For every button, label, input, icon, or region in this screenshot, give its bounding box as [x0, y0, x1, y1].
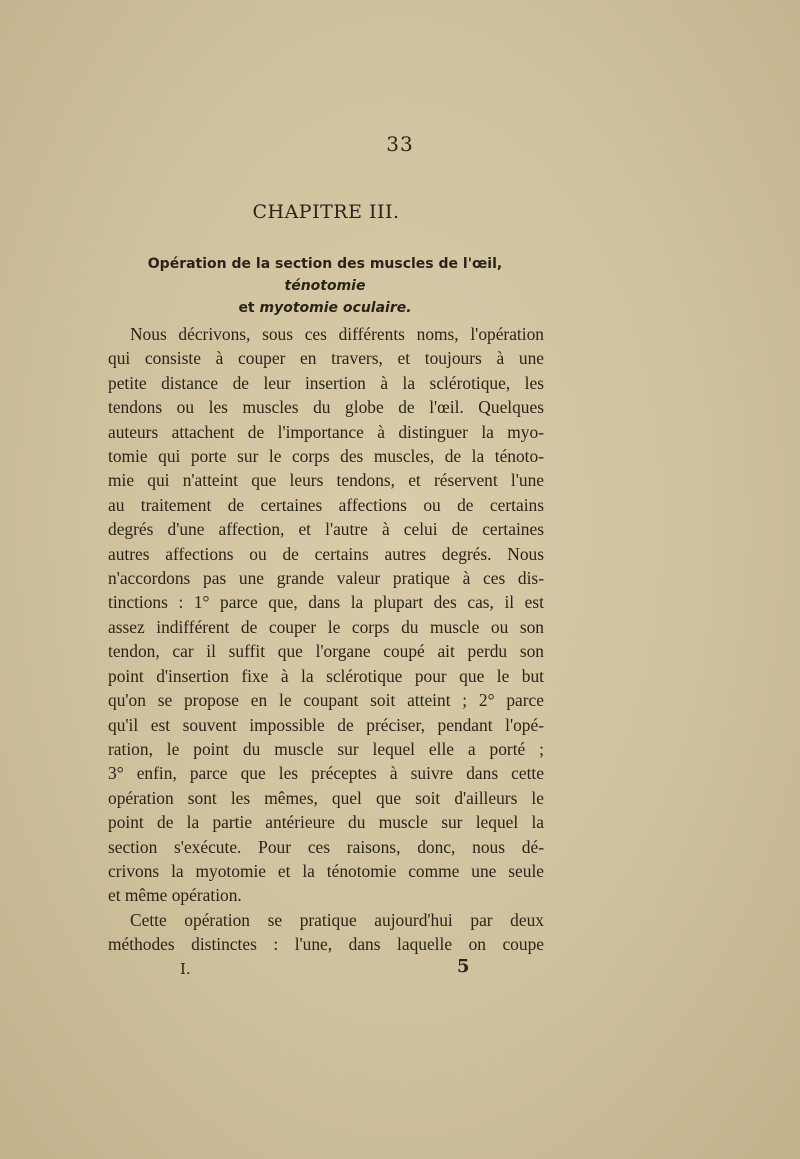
text-line: ration, le point du muscle sur lequel elle a porté ; — [108, 738, 544, 759]
text-line: petite distance de leur insertion à la sclérotique, les — [108, 372, 544, 393]
text-line: Cette opération se pratique aujourd'hui par deux — [130, 909, 544, 930]
text-line: section s'exécute. Pour ces raisons, donc, nous dé- — [108, 836, 544, 857]
body-text — [108, 322, 544, 957]
text-line: qu'il est souvent impossible de préciser, pendant l'opé- — [108, 714, 544, 735]
page-number: 33 — [386, 132, 414, 156]
text-line: méthodes distinctes : l'une, dans laquelle on coupe — [108, 934, 544, 955]
text-line: tendon, car il suffit que l'organe coupé ait perdu son — [108, 641, 544, 662]
chapter-subtitle — [130, 253, 520, 319]
text-line: crivons la myotomie et la ténotomie comme une seule — [108, 860, 544, 881]
text-line: 3° enfin, parce que les préceptes à suivre dans cette — [108, 763, 544, 784]
text-line: opération sont les mêmes, quel que soit d'ailleurs le — [108, 787, 544, 808]
chapter-title: CHAPITRE III. — [252, 201, 400, 223]
text-line: mie qui n'atteint que leurs tendons, et réservent l'une — [108, 470, 544, 491]
text-line: tinctions : 1° parce que, dans la plupart des cas, il est — [108, 592, 544, 613]
subtitle-connector: et — [238, 300, 255, 316]
text-line: tendons ou les muscles du globe de l'œil. Quelques — [108, 397, 544, 418]
text-line: autres affections ou de certains autres degrés. Nous — [108, 543, 544, 564]
text-line: et même opération. — [108, 885, 242, 906]
text-line: point d'insertion fixe à la sclérotique pour que le but — [108, 665, 544, 686]
text-line: tomie qui porte sur le corps des muscles, de la ténoto- — [108, 446, 544, 467]
subtitle-term-tenotomie: ténotomie — [284, 278, 366, 294]
text-line: point de la partie antérieure du muscle sur lequel la — [108, 812, 544, 833]
text-line: n'accordons pas une grande valeur pratique à ces dis- — [108, 568, 544, 589]
text-line: au traitement de certaines affections ou de certains — [108, 494, 544, 515]
sheet-number: 5 — [457, 956, 470, 977]
text-line: auteurs attachent de l'importance à distinguer la myo- — [108, 421, 544, 442]
text-line: qu'on se propose en le coupant soit atteint ; 2° parce — [108, 690, 544, 711]
signature-mark: I. — [180, 960, 191, 978]
text-line: Nous décrivons, sous ces différents noms, l'opération — [130, 324, 544, 344]
subtitle-term-myotomie: myotomie oculaire. — [259, 300, 412, 316]
text-line: degrés d'une affection, et l'autre à celui de certaines — [108, 519, 544, 540]
subtitle-text: Opération de la section des muscles de l'œil, — [147, 256, 503, 272]
text-line: assez indifférent de couper le corps du muscle ou son — [108, 616, 544, 637]
text-line: qui consiste à couper en travers, et toujours à une — [108, 348, 544, 369]
